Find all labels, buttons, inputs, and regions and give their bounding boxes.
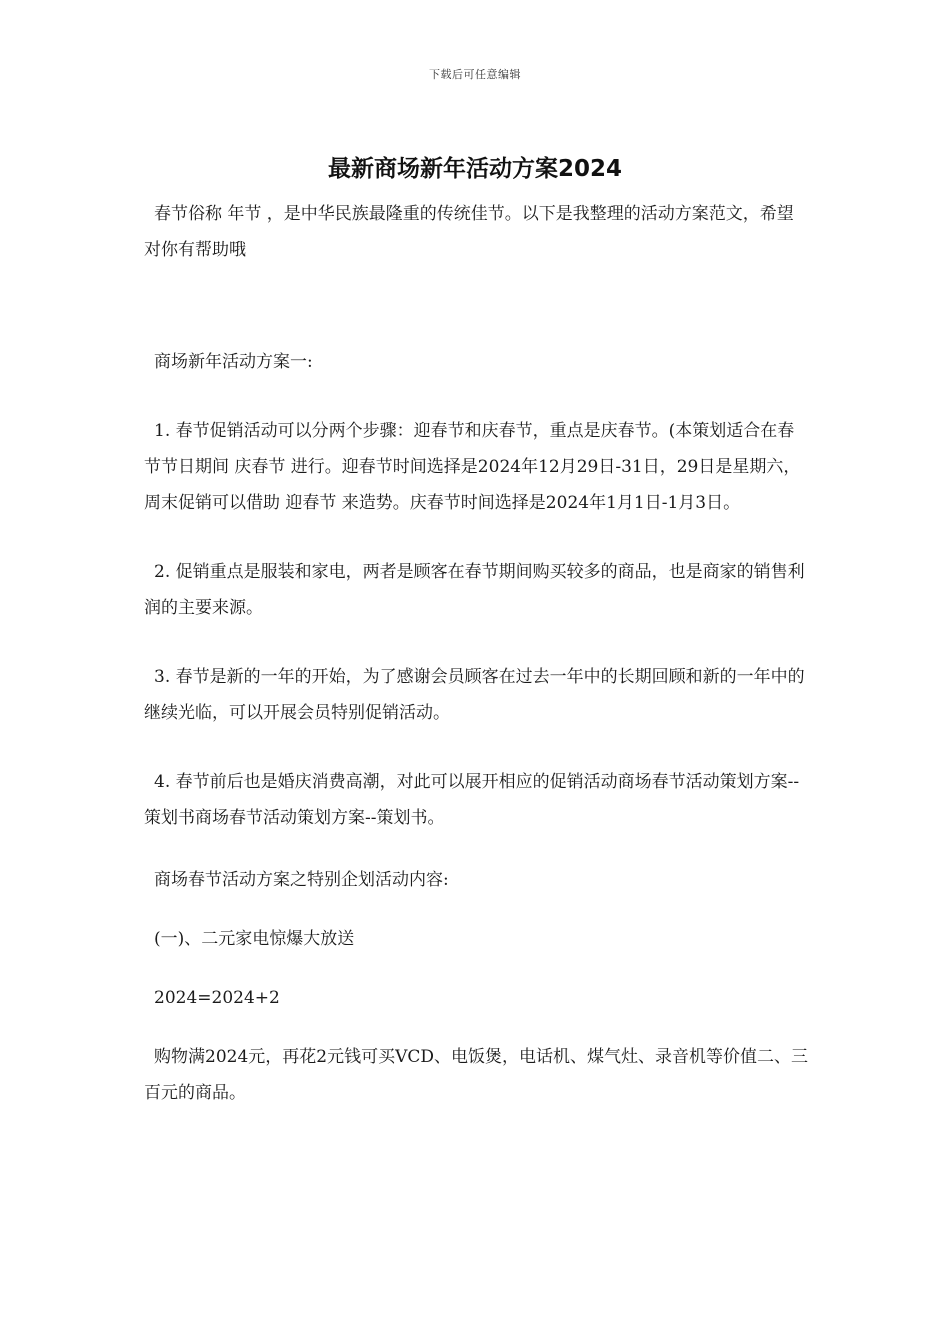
activity-formula: 2024=2024+2 [154,988,280,1008]
intro-paragraph: 春节俗称 年节 ，是中华民族最隆重的传统佳节。以下是我整理的活动方案范文，希望对你有帮助哦 [144,204,794,260]
document-body [144,196,808,1144]
list-item-2: 2. 促销重点是服装和家电，两者是顾客在春节期间购买较多的商品，也是商家的销售利润的主要来源。 [144,562,805,618]
list-item-4: 4. 春节前后也是婚庆消费高潮，对此可以展开相应的促销活动商场春节活动策划方案--策划书商场春节活动策划方案--策划书。 [144,772,800,828]
activity-heading: (一)、二元家电惊爆大放送 [154,929,355,949]
document-title: 最新商场新年活动方案2024 [327,156,622,182]
list-item-1: 1. 春节促销活动可以分两个步骤：迎春节和庆春节，重点是庆春节。(本策划适合在春节节日期间 庆春节 进行。迎春节时间选择是2024年12月29日-31日，29日是星期六，周末促销可以借助 迎春节 来造势。庆春节时间选择是2024年1月1日-1月3日。 [144,421,801,513]
subsection-heading: 商场春节活动方案之特别企划活动内容: [154,870,449,890]
activity-description: 购物满2024元，再花2元钱可买VCD、电饭煲，电话机、煤气灶、录音机等价值二、三百元的商品。 [144,1047,808,1103]
list-item-3: 3. 春节是新的一年的开始，为了感谢会员顾客在过去一年中的长期回顾和新的一年中的继续光临，可以开展会员特别促销活动。 [144,667,805,723]
page-header: 下载后可任意编辑 [429,68,521,81]
section-heading: 商场新年活动方案一: [154,352,313,372]
